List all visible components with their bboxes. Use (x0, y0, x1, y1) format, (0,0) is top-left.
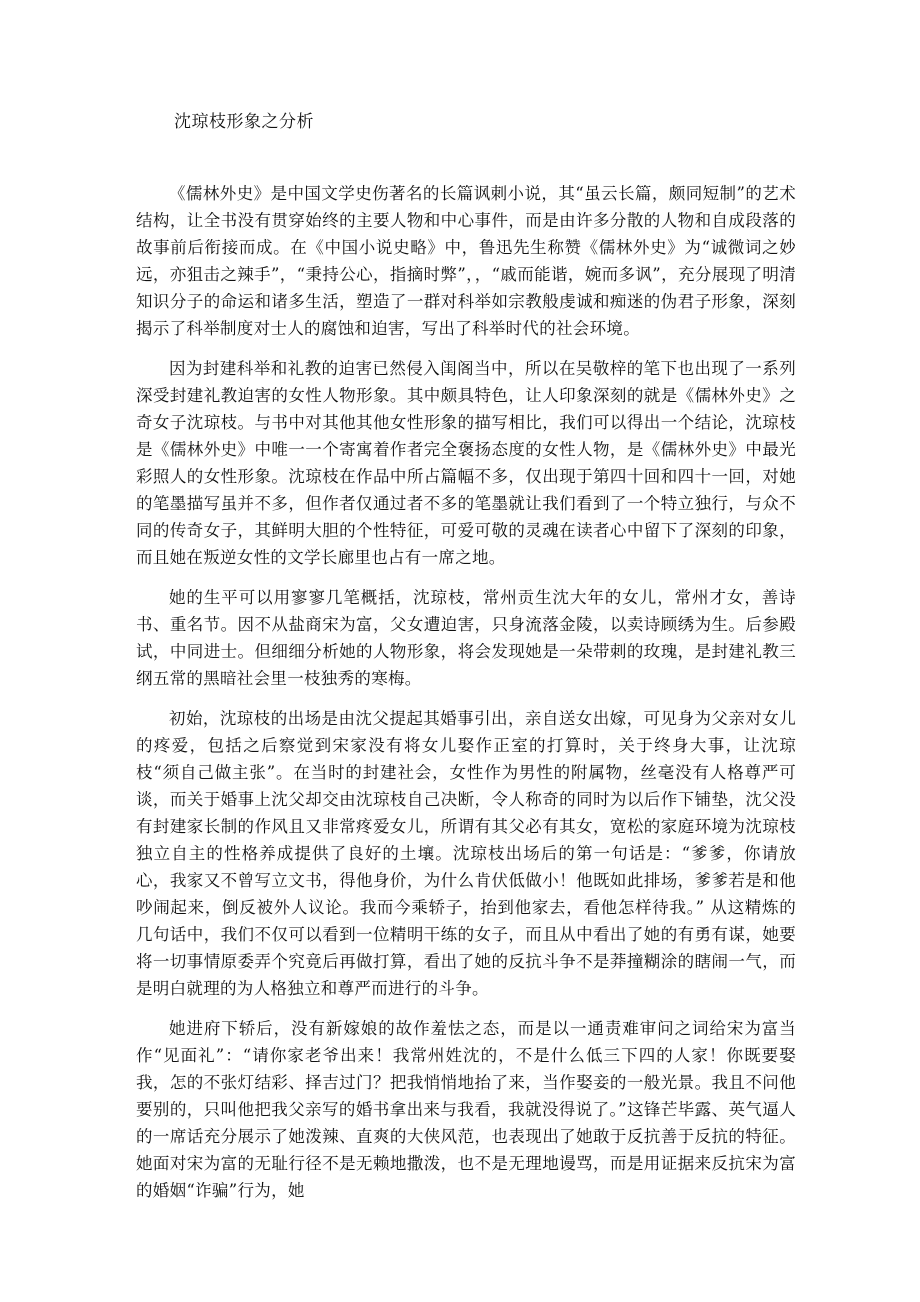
paragraph-intro: 《儒林外史》是中国文学史伤著名的长篇讽刺小说，其“虽云长篇，颇同短制”的艺术结构，让全书没有贯穿始终的主要人物和中心事件，而是由许多分散的人物和自成段落的故事前后衔接而成。在《中国小说史略》中，鲁迅先生称赞《儒林外史》为“诚微词之妙远，亦狙击之辣手”，“秉持公心，指摘时弊”，，“戚而能谐，婉而多讽”，充分展现了明清知识分子的命运和诸多生活，塑造了一群对科举如宗教般虔诚和痴迷的伪君子形象，深刻揭示了科举制度对士人的腐蚀和迫害，写出了科举时代的社会环境。 (136, 184, 796, 338)
paragraph-wedding-arrival: 她进府下轿后，没有新嫁娘的故作羞怯之态，而是以一通责难审问之词给宋为富当作“见面礼”：“请你家老爷出来！我常州姓沈的，不是什么低三下四的人家！你既要娶我，怎的不张灯结彩、择吉过门？把我悄悄地抬了来，当作娶妾的一般光景。我且不问他要别的，只叫他把我父亲写的婚书拿出来与我看，我就没得说了。”这锋芒毕露、英气逼人的一席话充分展示了她泼辣、直爽的大侠风范，也表现出了她敢于反抗善于反抗的特征。她面对宋为富的无耻行径不是无赖地撒泼，也不是无理地谩骂，而是用证据来反抗宋为富的婚姻“诈骗”行为，她 (136, 1019, 796, 1200)
paragraph-first-appearance: 初始，沈琼枝的出场是由沈父提起其婚事引出，亲自送女出嫁，可见身为父亲对女儿的疼爱，包括之后察觉到宋家没有将女儿娶作正室的打算时，关于终身大事，让沈琼枝“须自己做主张”。在当时的封建社会，女性作为男性的附属物，丝毫没有人格尊严可谈，而关于婚事上沈父却交由沈琼枝自己决断，令人称奇的同时为以后作下铺垫，沈父没有封建家长制的作风且又非常疼爱女儿，所谓有其父必有其女，宽松的家庭环境为沈琼枝独立自主的性格养成提供了良好的土壤。沈琼枝出场后的第一句话是：“爹爹，你请放心，我家又不曾写立文书，得他身价，为什么肯伏低做小！他既如此排场，爹爹若是和他吵闹起来，倒反被外人议论。我而今乘轿子，抬到他家去，看他怎样待我。” 从这精炼的几句话中，我们不仅可以看到一位精明干练的女子，而且从中看出了她的有勇有谋，她要将一切事情原委弄个究竟后再做打算，看出了她的反抗斗争不是莽撞糊涂的瞎闹一气，而是明白就理的为人格独立和尊严而进行的斗争。 (136, 709, 796, 998)
paragraph-biography: 她的生平可以用寥寥几笔概括，沈琼枝，常州贡生沈大年的女儿，常州才女，善诗书、重名节。因不从盐商宋为富，父女遭迫害，只身流落金陵，以卖诗顾绣为生。后参殿试，中同进士。但细细分析她的人物形象，将会发现她是一朵带刺的玫瑰，是封建礼教三纲五常的黑暗社会里一枝独秀的寒梅。 (136, 588, 796, 688)
document-title: 沈琼枝形象之分析 (174, 112, 314, 132)
document-body (136, 180, 796, 1217)
paragraph-female-characters: 因为封建科举和礼教的迫害已然侵入闺阁当中，所以在吴敬梓的笔下也出现了一系列深受封建礼教迫害的女性人物形象。其中颇具特色，让人印象深刻的就是《儒林外史》之奇女子沈琼枝。与书中对其他其他女性形象的描写相比，我们可以得出一个结论，沈琼枝是《儒林外史》中唯一一个寄寓着作者完全褒扬态度的女性人物，是《儒林外史》中最光彩照人的女性形象。沈琼枝在作品中所占篇幅不多，仅出现于第四十回和四十一回，对她的笔墨描写虽并不多，但作者仅通过者不多的笔墨就让我们看到了一个特立独行，与众不同的传奇女子，其鲜明大胆的个性特征，可爱可敬的灵魂在读者心中留下了深刻的印象，而且她在叛逆女性的文学长廊里也占有一席之地。 (136, 359, 796, 567)
